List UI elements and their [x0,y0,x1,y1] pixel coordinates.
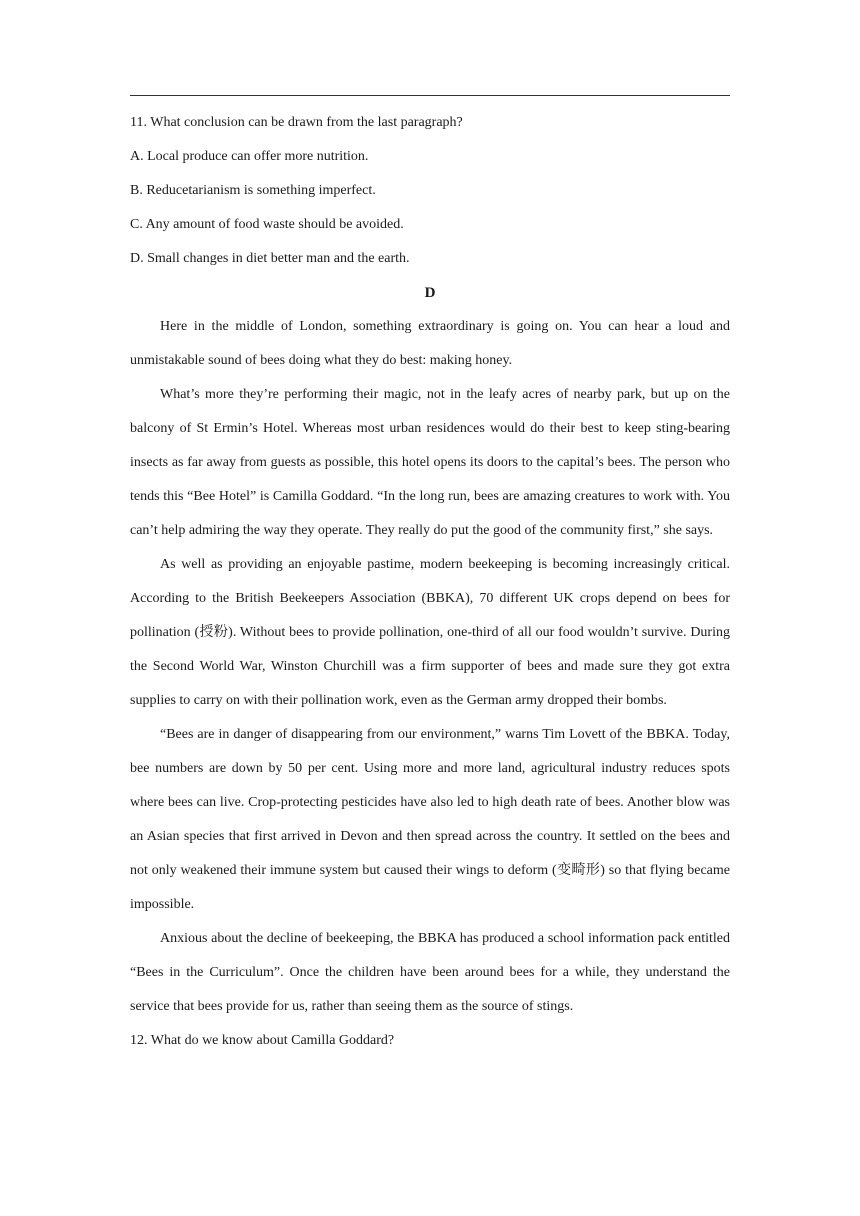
paragraph-3: As well as providing an enjoyable pastime, modern beekeeping is becoming increasingly critical. According to the British Beekeepers Association (BBKA), 70 different UK crops depend on bees for pollination (授粉). Without bees to provide pollination, one-third of all our food wouldn’t survive. During the Second World War, Winston Churchill was a firm supporter of bees and made sure they got extra supplies to carry on with their pollination work, even as the German army dropped their bombs. [130,557,730,708]
paragraph-4: “Bees are in danger of disappearing from our environment,” warns Tim Lovett of the BBKA. Today, bee numbers are down by 50 per cent. Using more and more land, agricultural industry reduces spots where bees can live. Crop-protecting pesticides have also led to high death rate of bees. Another blow was an Asian species that first arrived in Devon and then spread across the country. It settled on the bees and not only weakened their immune system but caused their wings to deform (变畸形) so that flying became impossible. [130,727,730,912]
question-11: 11. What conclusion can be drawn from the last paragraph? [130,115,463,130]
paragraph-1: Here in the middle of London, something extraordinary is going on. You can hear a loud and unmistakable sound of bees doing what they do best: making honey. [130,319,730,368]
option-d: D. Small changes in diet better man and the earth. [130,251,410,266]
section-heading: D [424,285,436,301]
option-b: B. Reducetarianism is something imperfect. [130,183,376,198]
document-page [130,106,730,1058]
question-12: 12. What do we know about Camilla Goddard? [130,1033,395,1048]
paragraph-2: What’s more they’re performing their magic, not in the leafy acres of nearby park, but up on the balcony of St Ermin’s Hotel. Whereas most urban residences would do their best to keep sting-bearing insects as far away from guests as possible, this hotel opens its doors to the capital’s bees. The person who tends this “Bee Hotel” is Camilla Goddard. “In the long run, bees are amazing creatures to work with. You can’t help admiring the way they operate. They really do put the good of the community first,” she says. [130,387,730,538]
option-c: C. Any amount of food waste should be avoided. [130,217,404,232]
paragraph-5: Anxious about the decline of beekeeping, the BBKA has produced a school information pack entitled “Bees in the Curriculum”. Once the children have been around bees for a while, they understand the service that bees provide for us, rather than seeing them as the source of stings. [130,931,730,1014]
option-a: A. Local produce can offer more nutrition. [130,149,369,164]
header-rule [130,95,730,96]
